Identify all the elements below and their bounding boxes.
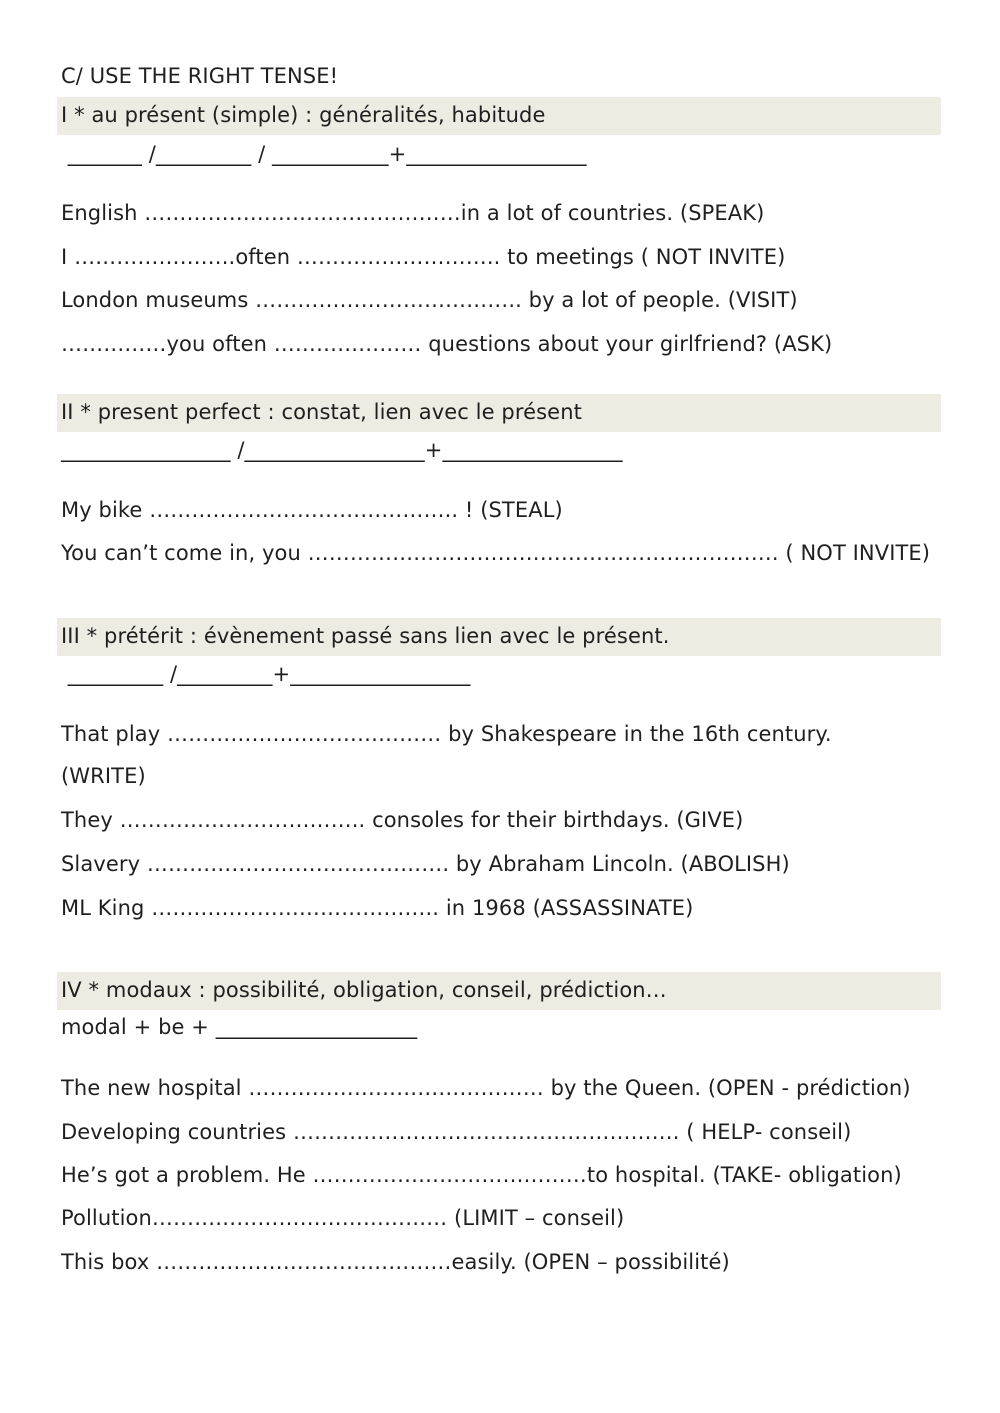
section-heading: II * present perfect : constat, lien avec le présent — [61, 400, 582, 424]
section-4-header — [57, 972, 941, 1010]
section-4-formula: modal + be + ___________________ — [61, 1015, 418, 1039]
section-2-formula: ________________ /_________________+_________________ — [61, 438, 623, 462]
section-1-header — [57, 97, 941, 135]
section-3-formula: _________ /_________+_________________ — [61, 662, 471, 686]
section-heading: III * prétérit : évènement passé sans lien avec le présent. — [61, 624, 670, 648]
sentence-item: My bike …………………………………….. ! (STEAL) — [61, 498, 563, 522]
worksheet-title: C/ USE THE RIGHT TENSE! — [61, 64, 339, 88]
section-heading: IV * modaux : possibilité, obligation, conseil, prédiction… — [61, 978, 667, 1002]
sentence-item: I …………………..often ……………………….. to meetings ( NOT INVITE) — [61, 245, 786, 269]
sentence-item: Pollution…………………………………… (LIMIT – conseil) — [61, 1206, 625, 1230]
sentence-item: That play ………………………………… by Shakespeare in the 16th century. — [61, 722, 832, 746]
sentence-item: London museums ……………………………….. by a lot of people. (VISIT) — [61, 288, 798, 312]
sentence-item: He’s got a problem. He …………………………………to hospital. (TAKE- obligation) — [61, 1163, 902, 1187]
section-1-formula: _______ /_________ / ___________+_________________ — [61, 142, 587, 166]
sentence-item: (WRITE) — [61, 764, 146, 788]
sentence-item: You can’t come in, you …………………………………………………………. ( NOT INVITE) — [61, 541, 931, 565]
section-3-header — [57, 618, 941, 656]
sentence-item: This box ……………………………………easily. (OPEN – possibilité) — [61, 1250, 730, 1274]
sentence-item: Slavery ……………………………………. by Abraham Lincoln. (ABOLISH) — [61, 852, 790, 876]
sentence-item: The new hospital …………………………………… by the Queen. (OPEN - prédiction) — [61, 1076, 911, 1100]
section-2-header — [57, 394, 941, 432]
sentence-item: ……………you often ………………… questions about your girlfriend? (ASK) — [61, 332, 833, 356]
sentence-item: They …………………………….. consoles for their birthdays. (GIVE) — [61, 808, 744, 832]
sentence-item: Developing countries ………………………………………………. ( HELP- conseil) — [61, 1120, 852, 1144]
sentence-item: ML King ………………………………….. in 1968 (ASSASSINATE) — [61, 896, 694, 920]
sentence-item: English ………………………………………in a lot of countries. (SPEAK) — [61, 201, 765, 225]
section-heading: I * au présent (simple) : généralités, habitude — [61, 103, 546, 127]
